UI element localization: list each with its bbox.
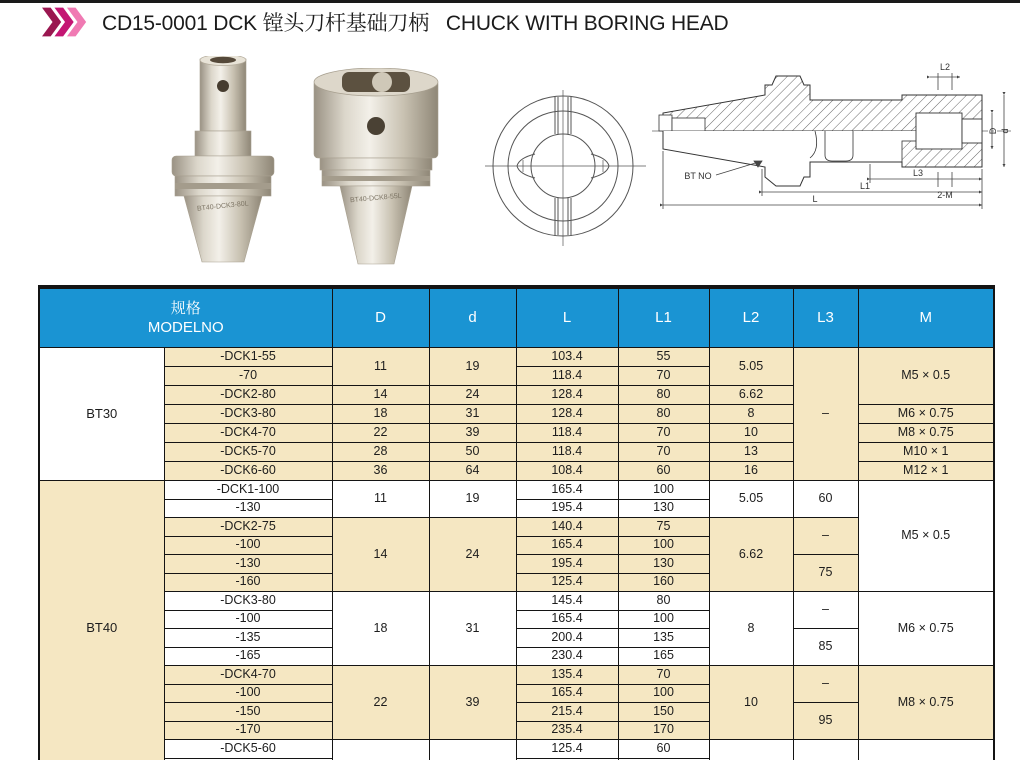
spec-cell: M6 × 0.75 [858,592,994,666]
model-cell: -DCK2-75 [164,518,332,537]
spec-cell [709,740,793,760]
spec-cell: 8 [709,405,793,424]
spec-cell: 100 [618,610,709,629]
model-cell: -100 [164,610,332,629]
spec-cell: 195.4 [516,555,618,574]
spec-cell: 39 [429,666,516,740]
model-cell: -150 [164,703,332,722]
spec-cell: 14 [332,386,429,405]
spec-cell: M5 × 0.5 [858,348,994,405]
spec-cell: 8 [709,592,793,666]
spec-cell: M8 × 0.75 [858,666,994,740]
column-header-d: d [429,287,516,348]
spec-cell: 28 [332,443,429,462]
spec-cell: 10 [709,666,793,740]
spec-cell: 13 [709,443,793,462]
spec-cell: 165.4 [516,684,618,703]
spec-cell: M10 × 1 [858,443,994,462]
spec-cell: 170 [618,721,709,740]
spec-cell: 22 [332,666,429,740]
spec-cell: 39 [429,424,516,443]
spec-cell: 130 [618,555,709,574]
spec-cell: 60 [618,740,709,759]
model-cell: -DCK4-70 [164,424,332,443]
dim-label-L2: L2 [939,62,951,72]
spec-cell: 5.05 [709,481,793,518]
spec-cell: 100 [618,481,709,500]
spec-cell: 10 [709,424,793,443]
spec-cell: 19 [429,481,516,518]
spec-cell: 145.4 [516,592,618,611]
spec-cell: 5.05 [709,348,793,386]
spec-cell: 19 [429,348,516,386]
dim-label-BTNO: BT NO [684,171,712,181]
spec-cell: 31 [429,405,516,424]
group-label-bt40: BT40 [39,481,164,760]
spec-cell: – [793,592,858,629]
spec-cell: M8 × 0.75 [858,424,994,443]
spec-cell: 100 [618,536,709,555]
model-cell: -DCK3-80 [164,405,332,424]
spec-cell: 118.4 [516,424,618,443]
spec-cell: 55 [618,348,709,367]
spec-cell: 18 [332,592,429,666]
toolholder-right-shape [314,68,438,264]
model-cell: -130 [164,499,332,518]
dim-label-2M: 2-M [937,190,953,200]
spec-cell: 24 [429,518,516,592]
spec-cell: 16 [709,462,793,481]
spec-cell: M6 × 0.75 [858,405,994,424]
spec-cell: 160 [618,573,709,592]
side-view-drawing [650,55,1015,255]
table-row [39,666,994,685]
spec-cell: 150 [618,703,709,722]
spec-cell: 80 [618,405,709,424]
spec-cell: 215.4 [516,703,618,722]
spec-cell: 165 [618,647,709,666]
spec-cell: 70 [618,443,709,462]
spec-table-body [39,348,994,760]
spec-cell [793,740,858,760]
table-row [39,703,994,722]
side-view-section [652,76,1012,186]
spec-cell: 103.4 [516,348,618,367]
spec-cell: 22 [332,424,429,443]
model-cell: -DCK4-70 [164,666,332,685]
spec-cell: 75 [618,518,709,537]
spec-cell: 108.4 [516,462,618,481]
front-view-drawing [483,88,648,248]
table-row [39,740,994,759]
spec-cell: 6.62 [709,386,793,405]
spec-cell: – [793,518,858,555]
model-cell: -170 [164,721,332,740]
model-cell: -DCK5-60 [164,740,332,759]
dim-label-L: L [812,194,818,204]
spec-cell: 11 [332,348,429,386]
model-cell: -DCK2-80 [164,386,332,405]
spec-cell: 70 [618,424,709,443]
spec-cell: 125.4 [516,740,618,759]
column-header-D: D [332,287,429,348]
spec-cell: 165.4 [516,536,618,555]
triple-chevron-icon [42,7,90,37]
spec-cell: 100 [618,684,709,703]
spec-cell: 6.62 [709,518,793,592]
spec-cell: 14 [332,518,429,592]
spec-cell: 200.4 [516,629,618,648]
spec-cell: 85 [793,629,858,666]
table-header-row [39,287,994,348]
spec-cell: 70 [618,666,709,685]
engraving-right: BT40-DCK8-55L [349,192,402,205]
column-header-L3: L3 [793,287,858,348]
spec-cell: 50 [429,443,516,462]
spec-cell: 135.4 [516,666,618,685]
spec-cell [429,740,516,760]
toolholder-left-shape [172,56,274,262]
model-cell: -130 [164,555,332,574]
model-cell: -165 [164,647,332,666]
table-row [39,348,994,367]
model-cell: -135 [164,629,332,648]
model-cell: -DCK1-100 [164,481,332,500]
spec-cell: 80 [618,386,709,405]
column-header-L2: L2 [709,287,793,348]
spec-cell: M12 × 1 [858,462,994,481]
spec-cell: 230.4 [516,647,618,666]
dim-label-L3: L3 [912,168,924,178]
spec-cell: 64 [429,462,516,481]
column-header-M: M [858,287,994,348]
spec-cell: 36 [332,462,429,481]
spec-cell [332,740,429,760]
spec-cell: 60 [618,462,709,481]
spec-cell [858,740,994,760]
spec-table-container [38,285,995,760]
table-row [39,518,994,537]
spec-cell: 118.4 [516,367,618,386]
table-row [39,555,994,574]
spec-cell: 165.4 [516,481,618,500]
spec-cell: 140.4 [516,518,618,537]
spec-cell: 130 [618,499,709,518]
spec-table [38,285,995,760]
column-header-L: L [516,287,618,348]
spec-cell: 235.4 [516,721,618,740]
spec-cell: 128.4 [516,405,618,424]
model-cell: -DCK1-55 [164,348,332,367]
column-header-modelno-zh: 规格 [170,299,201,317]
spec-cell: – [793,666,858,703]
spec-cell: 165.4 [516,610,618,629]
model-cell: -160 [164,573,332,592]
page-title: CD15-0001 DCK 镗头刀杆基础刀柄 CHUCK WITH BORING HEAD [102,12,729,35]
spec-cell: 18 [332,405,429,424]
model-cell: -DCK5-70 [164,443,332,462]
model-cell: -70 [164,367,332,386]
product-photo-left [148,56,300,266]
engraving-left: BT40-DCK3-80L [196,200,249,213]
spec-cell: 31 [429,592,516,666]
spec-cell: 125.4 [516,573,618,592]
spec-cell: 75 [793,555,858,592]
model-cell: -100 [164,684,332,703]
table-row [39,481,994,500]
front-view-lines [485,90,646,246]
spec-cell: 135 [618,629,709,648]
spec-cell: 11 [332,481,429,518]
dim-label-L1: L1 [859,181,871,191]
page-header [42,7,729,37]
spec-cell: – [793,348,858,481]
column-header-L1: L1 [618,287,709,348]
model-cell: -DCK3-80 [164,592,332,611]
spec-cell: 70 [618,367,709,386]
dim-label-d: d [1000,128,1010,134]
dim-label-D: D [988,127,998,135]
top-rule [0,0,1020,3]
spec-cell: 60 [793,481,858,518]
column-header-modelno [39,287,332,348]
table-row [39,629,994,648]
group-label-bt30: BT30 [39,348,164,481]
column-header-modelno-en: MODELNO [147,319,224,336]
spec-cell: 80 [618,592,709,611]
model-cell: -DCK6-60 [164,462,332,481]
spec-cell: 95 [793,703,858,740]
spec-cell: 24 [429,386,516,405]
spec-cell: M5 × 0.5 [858,481,994,592]
table-row [39,592,994,611]
spec-cell: 195.4 [516,499,618,518]
spec-cell: 118.4 [516,443,618,462]
model-cell: -100 [164,536,332,555]
product-photo-right [286,68,464,266]
spec-cell: 128.4 [516,386,618,405]
